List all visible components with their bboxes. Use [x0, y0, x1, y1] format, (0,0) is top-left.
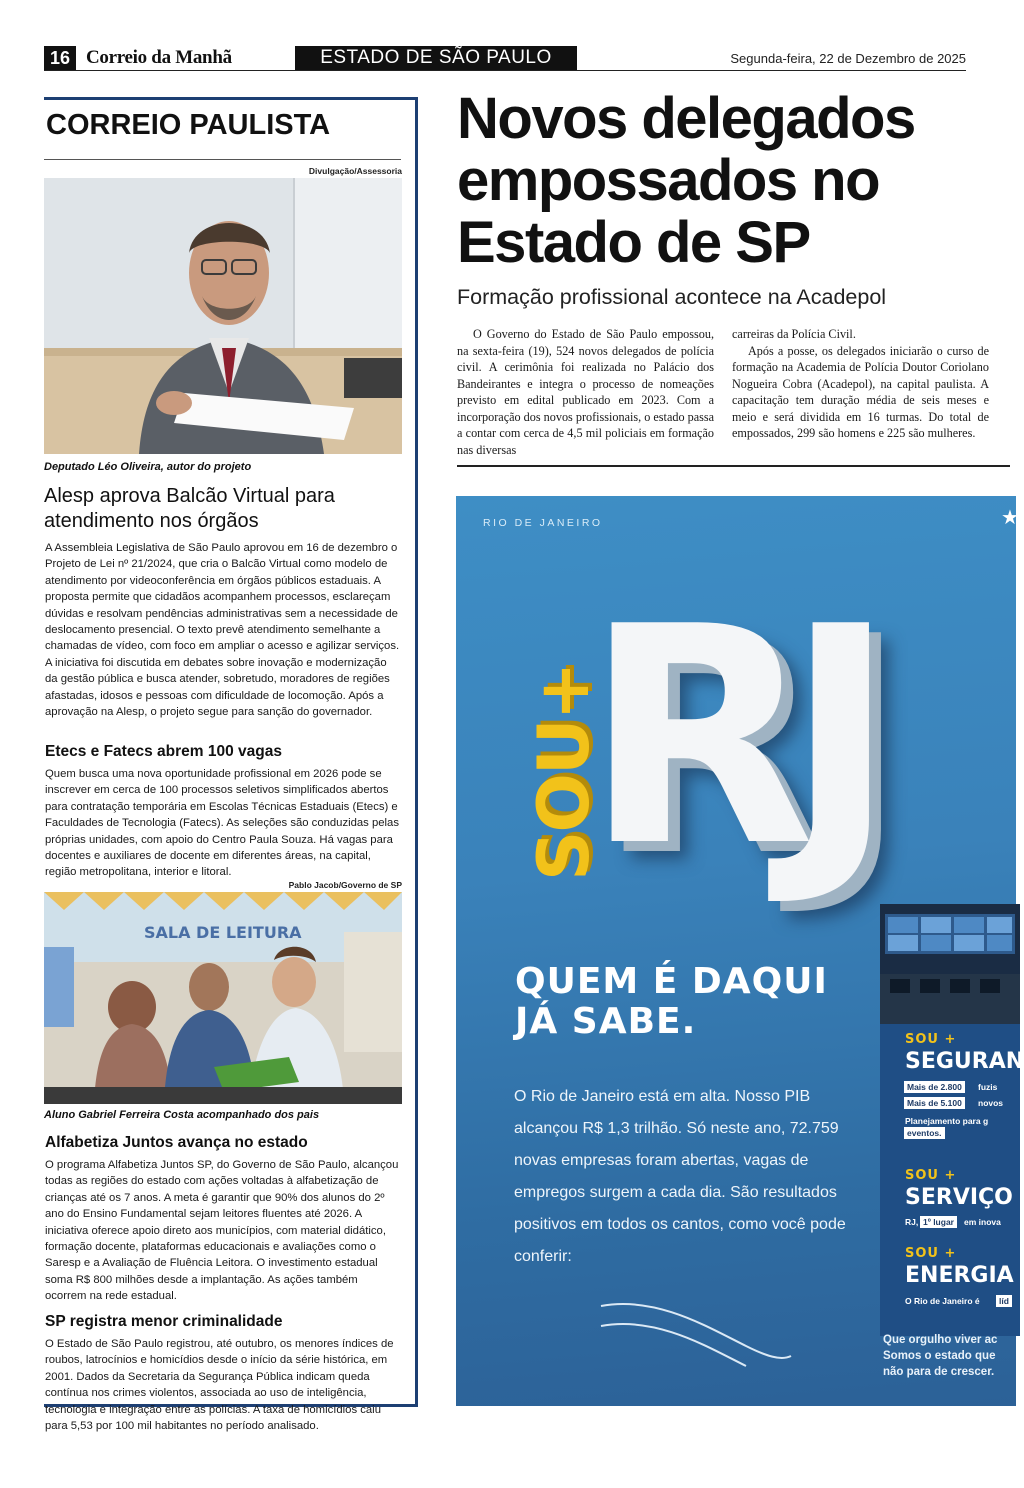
rj-advertisement — [456, 496, 1024, 1406]
article-body: O Estado de São Paulo registrou, até outubro, os menores índices de roubos, latrocínios e homicídios desde o início da série histórica, em 2001. Dados da Secretaria da Segurança Pública indicam queda contínua nos crimes violentos, associada ao uso de inteligência, tecnologia e integração entre as polícias. A taxa de homicídios caiu para 5,53 por 100 mil habitantes no período analisado. — [45, 1338, 394, 1433]
family-photo-image — [44, 892, 402, 1104]
ad-big-letters: RJ — [584, 563, 867, 912]
decorative-swoosh — [596, 1286, 796, 1376]
photo-caption: Deputado Léo Oliveira, autor do projeto — [44, 461, 252, 473]
ad-slogan — [515, 962, 828, 1042]
ad-slogan-line: QUEM É DAQUI — [515, 961, 828, 1002]
article-body: A Assembleia Legislativa de São Paulo aprovou em 16 de dezembro o Projeto de Lei nº 21/2024, que cria o Balcão Virtual como modelo de atendimento por videoconferência em órgãos públicos estaduais. A proposta permite que cidadãos acompanhem processos, esclareçam dúvidas e resolvam pendências administrativas sem a necessidade de deslocamento presencial. O texto prevê atendimento semelhante a chamadas de vídeo, com foco em ampliar o acesso e agilizar serviços. A iniciativa foi discutida em debates sobre inovação e modernização da gestão pública e busca atender, sobretudo, moradores de regiões afastadas, idosos e pessoas com dificuldade de locomoção. Após a aprovação na Alesp, o projeto segue para sanção do governador. — [45, 542, 400, 719]
article-headline: Alfabetiza Juntos avança no estado — [45, 1134, 308, 1151]
column-title: CORREIO PAULISTA — [46, 109, 331, 141]
highlight-text: novos — [978, 1098, 1004, 1108]
operations-center-photo — [880, 904, 1020, 1024]
control-room-image — [880, 904, 1020, 1024]
highlight-text: RJ, — [905, 1217, 919, 1227]
photo-credit: Divulgação/Assessoria — [308, 166, 402, 176]
main-headline: Novos delegados empossados no Estado de SP — [457, 86, 915, 275]
section-label: ESTADO DE SÃO PAULO — [295, 46, 577, 70]
article-body: Quem busca uma nova oportunidade profissional em 2026 pode se inscrever em cerca de 100 processos seletivos simplificados abertos para contratação temporária em Escolas Técnicas Estaduais (Etecs) e Faculdades de Tecnologia (Fatecs). As seleções são conduzidas pelas próprias unidades, com apoio do Centro Paula Souza. Há vagas para docentes e auxiliares de docente em diferentes áreas, na capital, região metropolitana, interior e litoral. — [45, 768, 399, 879]
newspaper-name: Correio da Manhã — [86, 47, 232, 68]
main-body-col2-continued: carreiras da Polícia Civil. — [732, 327, 856, 341]
main-body-col2 — [732, 326, 989, 442]
ad-slogan-line: JÁ SABE. — [515, 1001, 697, 1042]
article-headline: SP registra menor criminalidade — [45, 1313, 283, 1330]
photo-deputy — [44, 178, 402, 454]
page-header — [44, 46, 966, 72]
photo-credit: Pablo Jacob/Governo de SP — [288, 880, 402, 890]
sou-plus-label: SOU + — [905, 1246, 957, 1261]
sou-plus-label: SOU + — [905, 1032, 957, 1047]
classroom-sign: SALA DE LEITURA — [144, 923, 302, 942]
main-subheadline: Formação profissional acontece na Acadepol — [457, 285, 887, 309]
ad-sou-plus: SOU+ — [523, 663, 605, 881]
highlight-title: ENERGIA — [905, 1263, 1014, 1288]
story-divider — [457, 465, 1010, 467]
star-icon: ★ — [1001, 507, 1019, 529]
highlight-title: SEGURAN — [905, 1049, 1024, 1074]
highlight-title: SERVIÇO — [905, 1185, 1013, 1210]
article-body: O programa Alfabetiza Juntos SP, do Governo de São Paulo, alcançou todas as regiões do estado com ações voltadas à alfabetização de crianças até os 7 anos. A meta é garantir que 90% dos alunos do 2º ano do Ensino Fundamental sejam leitores fluentes até 2026. A iniciativa oferece apoio direto aos municípios, com material didático, formação docente, plataformas educacionais e avaliações como o Saresp e a Avaliação de Fluência Leitora. O investimento estadual soma R$ 800 milhões desde a implantação. As ações também ocorrem na rede estadual. — [45, 1159, 399, 1303]
page-number: 16 — [44, 46, 76, 70]
header-rule — [44, 70, 966, 71]
highlight-tag: Mais de 5.100 — [904, 1097, 965, 1109]
highlight-text: Planejamento para g — [905, 1116, 989, 1126]
ad-footer-text: Que orgulho viver ac Somos o estado que não para de crescer. — [883, 1334, 998, 1378]
ad-body-text: O Rio de Janeiro está em alta. Nosso PIB alcançou R$ 1,3 trilhão. Só neste ano, 72.759 novas empresas foram abertas, vagas de empregos surgem a cada dia. São resultados positivos em todos os cantos, como você pode conferir: — [514, 1088, 846, 1265]
photo-family-reading — [44, 892, 402, 1104]
ad-highlights-panel — [880, 904, 1024, 1336]
main-body-col2-paragraph: Após a posse, os delegados iniciarão o curso de formação na Academia de Polícia Doutor Coriolano Nogueira Cobra (Acadepol), na capital paulista. A capacitação tem duração média de seis meses e meio e será dividida em 16 turmas. Do total de empossados, 299 são homens e 225 são mulheres. — [732, 343, 989, 440]
highlight-text: em inova — [964, 1217, 1001, 1227]
column-title-rule — [44, 159, 401, 160]
article-headline: Etecs e Fatecs abrem 100 vagas — [45, 743, 282, 760]
highlight-tag: líd — [996, 1295, 1012, 1307]
main-body-col1: O Governo do Estado de São Paulo empossou, na sexta-feira (19), 524 novos delegados de polícia civil. A cerimônia foi realizada no Palácio dos Bandeirantes e integra o processo de nomeações previsto em edital publicado em 2023. Com a incorporação dos novos profissionais, o estado passa a contar com cerca de 4,5 mil policiais em formação nas diversas — [457, 327, 714, 457]
ad-kicker: RIO DE JANEIRO — [483, 517, 603, 529]
highlight-tag: eventos. — [904, 1127, 945, 1139]
highlight-text: O Rio de Janeiro é — [905, 1296, 980, 1306]
highlight-tag: Mais de 2.800 — [904, 1081, 965, 1093]
article-headline: Alesp aprova Balcão Virtual para atendimento nos órgãos — [44, 485, 335, 532]
sou-plus-label: SOU + — [905, 1168, 957, 1183]
correio-paulista-column — [44, 97, 418, 1433]
photo-caption: Aluno Gabriel Ferreira Costa acompanhado dos pais — [44, 1109, 320, 1121]
deputy-photo-image — [44, 178, 402, 454]
highlight-text: fuzis — [978, 1082, 998, 1092]
issue-date: Segunda-feira, 22 de Dezembro de 2025 — [730, 51, 966, 66]
highlight-tag: 1º lugar — [920, 1216, 957, 1228]
